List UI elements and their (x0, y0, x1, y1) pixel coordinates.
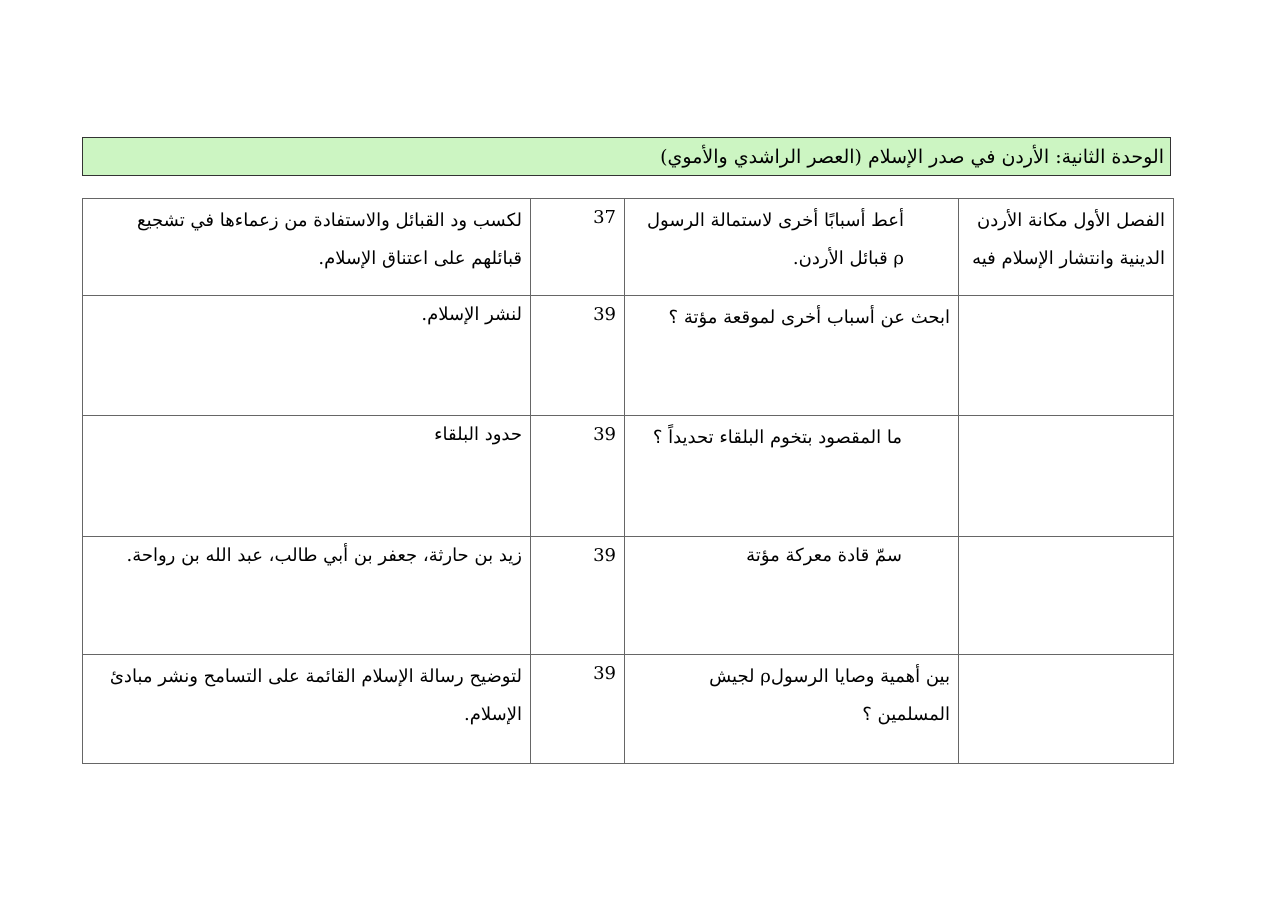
question-cell: بين أهمية وصايا الرسولρ لجيش المسلمين ؟ (625, 655, 959, 764)
unit-header (82, 137, 1171, 176)
page-cell: 39 (531, 655, 625, 764)
answer-cell: زيد بن حارثة، جعفر بن أبي طالب، عبد الله بن رواحة. (83, 537, 531, 655)
answer-cell: لنشر الإسلام. (83, 296, 531, 416)
unit-cell (959, 416, 1174, 537)
table-row (83, 199, 1174, 296)
answer-cell: لتوضيح رسالة الإسلام القائمة على التسامح ونشر مبادئ الإسلام. (83, 655, 531, 764)
page-cell: 39 (531, 416, 625, 537)
questions-table (82, 198, 1174, 764)
page-cell: 39 (531, 537, 625, 655)
table-row (83, 655, 1174, 764)
table-row (83, 416, 1174, 537)
question-cell: ابحث عن أسباب أخرى لموقعة مؤتة ؟ (625, 296, 959, 416)
unit-cell (959, 537, 1174, 655)
table-row (83, 296, 1174, 416)
unit-cell (959, 296, 1174, 416)
question-cell: ما المقصود بتخوم البلقاء تحديداً ؟ (625, 416, 959, 537)
answer-cell: حدود البلقاء (83, 416, 531, 537)
question-cell: سمّ قادة معركة مؤتة (625, 537, 959, 655)
page-cell: 39 (531, 296, 625, 416)
answer-cell: لكسب ود القبائل والاستفادة من زعماءها في تشجيع قبائلهم على اعتناق الإسلام. (83, 199, 531, 296)
unit-cell: الفصل الأول مكانة الأردن الدينية وانتشار الإسلام فيه (959, 199, 1174, 296)
unit-title: الوحدة الثانية: الأردن في صدر الإسلام (العصر الراشدي والأموي) (660, 146, 1164, 168)
question-cell: أعط أسبابًا أخرى لاستمالة الرسول ρ قبائل الأردن. (625, 199, 959, 296)
table-row (83, 537, 1174, 655)
unit-cell (959, 655, 1174, 764)
page-cell: 37 (531, 199, 625, 296)
